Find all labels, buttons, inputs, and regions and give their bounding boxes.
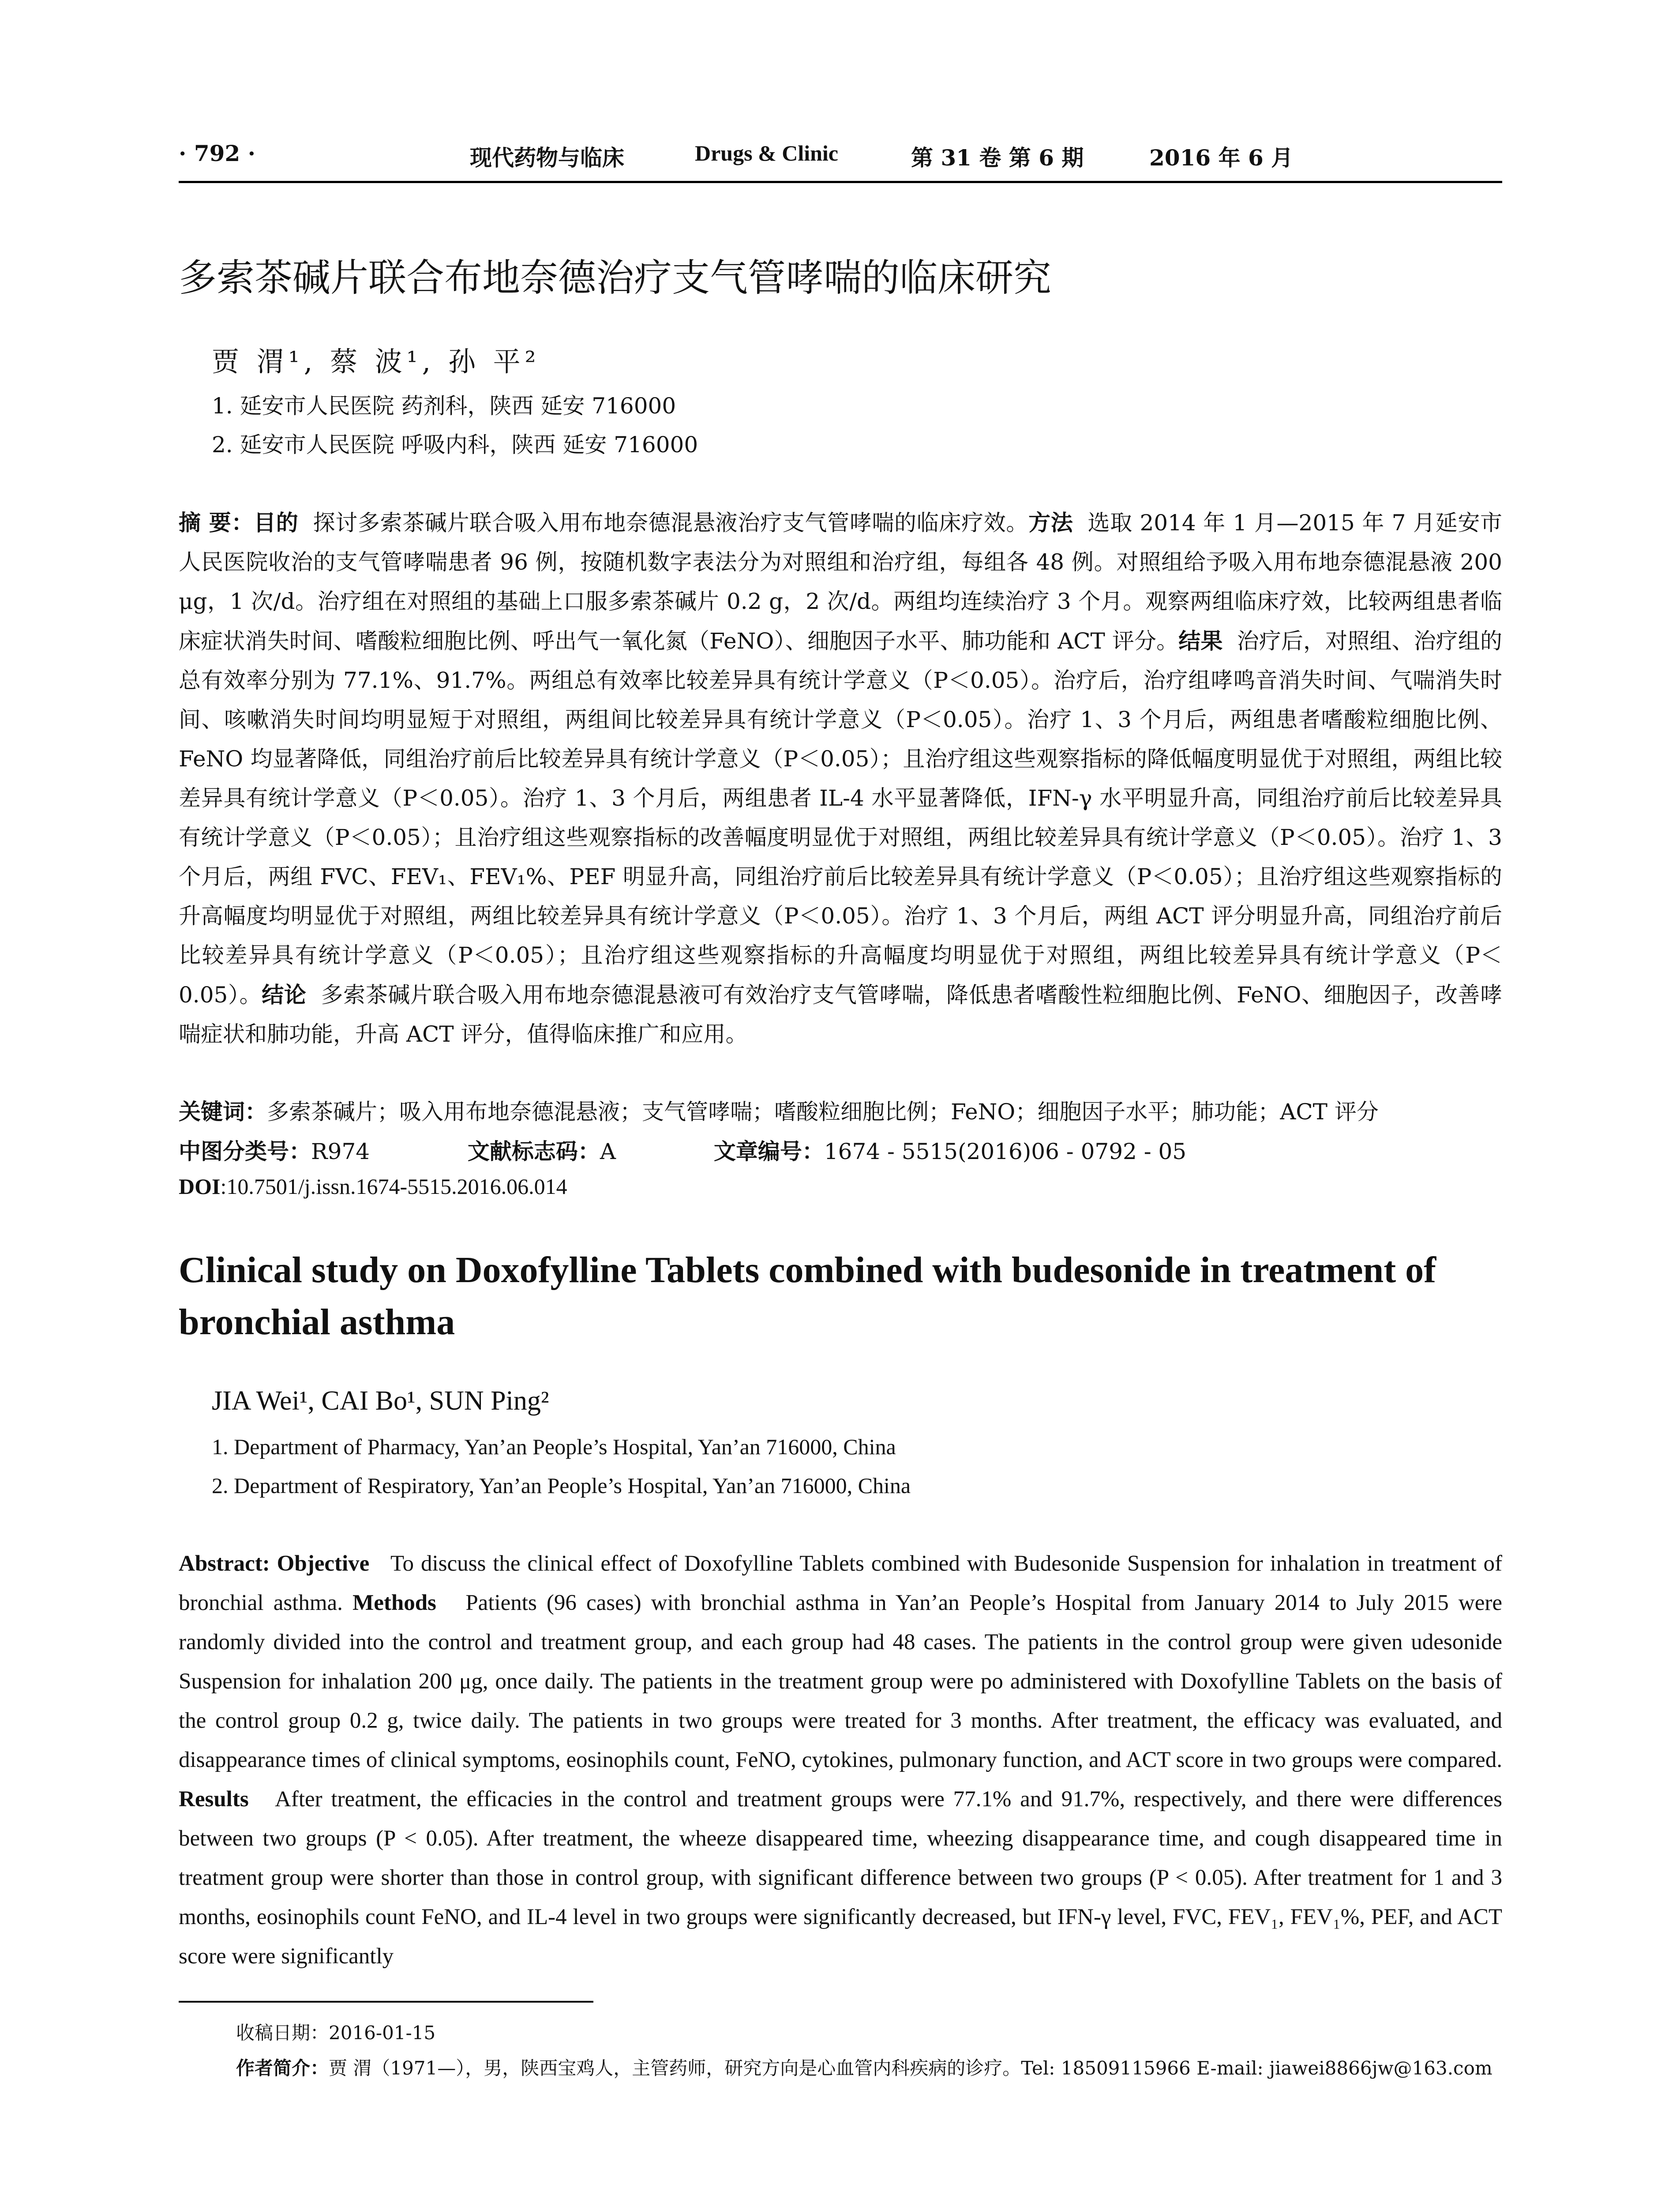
authors-cn: 贾 渭¹, 蔡 波¹, 孙 平² [212,345,540,378]
results-en: After treatment, the efficacies in the control and treatment groups were 77.1% and 91.7%, respectively, and there were differences between two groups (P < 0.05). After treatment, the wheeze disappeared time, wheezing disappearance time, and cough disappeared time in treatment group were shorter than those in control group, with significant difference between two groups (P < 0.05). After treatment for 1 and 3 months, eosinophils count FeNO, and IL-4 level in two groups were significantly decreased, but IFN-γ level, FVC, FEV₁, FEV₁%, PEF, and ACT score were significantly [179,1787,1502,1969]
keywords-cn-label: 关键词： [179,1099,267,1125]
doi-value[interactable]: :10.7501/j.issn.1674-5515.2016.06.014 [220,1174,567,1199]
conclusion-cn-label: 结论 [262,982,307,1008]
conclusion-cn: 多索茶碱片联合吸入用布地奈德混悬液可有效治疗支气管哮喘，降低患者嗜酸性粒细胞比例、FeNO、细胞因子，改善哮喘症状和肺功能，升高 ACT 评分，值得临床推广和应用。 [179,982,1502,1047]
results-en-label: Results [179,1787,249,1812]
title-cn: 多索茶碱片联合布地奈德治疗支气管哮喘的临床研究 [179,256,1051,300]
footnote-author-label: 作者简介： [236,2057,329,2079]
objective-cn-label: 目的 [254,510,299,536]
footnote-rule [179,2001,593,2003]
abstract-cn [179,503,1502,1054]
objective-en: To discuss the clinical effect of Doxofylline Tablets combined with Budesonide Suspension for inhalation in treatment of bronchial asthma. [179,1551,1503,1615]
journal-name-en: Drugs & Clinic [695,141,838,165]
keywords-cn [179,1094,1502,1126]
keywords-cn-text: 多索茶碱片；吸入用布地奈德混悬液；支气管哮喘；嗜酸粒细胞比例；FeNO；细胞因子水平；肺功能；ACT 评分 [267,1099,1379,1125]
results-cn-label: 结果 [1178,628,1223,654]
affiliation-en-1: 1. Department of Pharmacy, Yan’an People’s Hospital, Yan’an 716000, China [212,1434,896,1459]
methods-en: Patients (96 cases) with bronchial asthma in Yan’an People’s Hospital from January 2014 to July 2015 were randomly divided into the control and treatment group, and each group had 48 cases. The patients in the control group were given udesonide Suspension for inhalation 200 μg, once daily. The patients in the treatment group were po administered with Doxofylline Tablets on the basis of the control group 0.2 g, twice daily. The patients in two groups were treated for 3 months. After treatment, the efficacy was evaluated, and disappearance times of clinical symptoms, eosinophils count, FeNO, cytokines, pulmonary function, and ACT score in two groups were compared. [179,1591,1503,1772]
affiliation-en-2: 2. Department of Respiratory, Yan’an People’s Hospital, Yan’an 716000, China [212,1473,911,1498]
doc-code-label: 文献标志码： [467,1138,600,1164]
journal-name-cn: 现代药物与临床 [470,145,624,171]
doi-line [179,1174,1502,1199]
methods-cn: 选取 2014 年 1 月—2015 年 7 月延安市人民医院收治的支气管哮喘患者 96 例，按随机数字表法分为对照组和治疗组，每组各 48 例。对照组给予吸入用布地奈德混悬液 200 μg，1 次/d。治疗组在对照组的基础上口服多索茶碱片 0.2 g，2 次/d。两组均连续治疗 3 个月。观察两组临床疗效，比较两组患者临床症状消失时间、嗜酸粒细胞比例、呼出气一氧化氮（FeNO）、细胞因子水平、肺功能和 ACT 评分。 [179,510,1502,654]
affiliation-cn-1: 1. 延安市人民医院 药剂科，陕西 延安 716000 [212,393,676,419]
affiliation-cn-2: 2. 延安市人民医院 呼吸内科，陕西 延安 716000 [212,432,698,458]
results-cn: 治疗后，对照组、治疗组的总有效率分别为 77.1%、91.7%。两组总有效率比较差异具有统计学意义（P＜0.05）。治疗后，治疗组哮鸣音消失时间、气喘消失时间、咳嗽消失时间均明显短于对照组，两组间比较差异具有统计学意义（P＜0.05）。治疗 1、3 个月后，两组患者嗜酸粒细胞比例、FeNO 均显著降低，同组治疗前后比较差异具有统计学意义（P＜0.05）；且治疗组这些观察指标的降低幅度明显优于对照组，两组比较差异具有统计学意义（P＜0.05）。治疗 1、3 个月后，两组患者 IL-4 水平显著降低，IFN-γ 水平明显升高，同组治疗前后比较差异具有统计学意义（P＜0.05）；且治疗组这些观察指标的改善幅度明显优于对照组，两组比较差异具有统计学意义（P＜0.05）。治疗 1、3 个月后，两组 FVC、FEV₁、FEV₁%、PEF 明显升高，同组治疗前后比较差异具有统计学意义（P＜0.05）；且治疗组这些观察指标的升高幅度均明显优于对照组，两组比较差异具有统计学意义（P＜0.05）。治疗 1、3 个月后，两组 ACT 评分明显升高，同组治疗前后比较差异具有统计学意义（P＜0.05）；且治疗组这些观察指标的升高幅度均明显优于对照组，两组比较差异具有统计学意义（P＜0.05）。 [179,628,1502,1008]
footnote-received: 收稿日期：2016-01-15 [236,2022,436,2044]
abstract-en [179,1544,1502,1976]
abstract-cn-label: 摘 要： [179,510,254,536]
volume-issue: 第 31 卷 第 6 期 [911,145,1084,171]
abstract-en-label: Abstract: [179,1551,270,1576]
issue-date: 2016 年 6 月 [1149,145,1294,171]
methods-en-label: Methods [352,1591,436,1615]
clc-label: 中图分类号： [179,1138,311,1164]
page-number: · 792 · [179,140,255,166]
footnote-author [236,2054,1492,2080]
title-en: Clinical study on Doxofylline Tablets combined with budesonide in treatment of bronchial asthma [179,1249,1436,1343]
article-no-label: 文章编号： [713,1138,824,1164]
classification-line [179,1134,1502,1166]
clc-value: R974 [311,1139,370,1164]
objective-en-label: Objective [277,1551,370,1576]
doc-code-value: A [600,1139,616,1164]
authors-en: JIA Wei¹, CAI Bo¹, SUN Ping² [212,1386,549,1416]
objective-cn: 探讨多索茶碱片联合吸入用布地奈德混悬液治疗支气管哮喘的临床疗效。 [313,510,1029,536]
methods-cn-label: 方法 [1028,510,1073,536]
doi-label: DOI [179,1174,221,1199]
footnote-author-text: 贾 渭（1971—），男，陕西宝鸡人，主管药师，研究方向是心血管内科疾病的诊疗。Tel: 18509115966 E-mail: jiawei8866jw@163.com [329,2057,1492,2079]
article-no-value: 1674 - 5515(2016)06 - 0792 - 05 [824,1139,1187,1164]
running-header [179,132,1502,183]
